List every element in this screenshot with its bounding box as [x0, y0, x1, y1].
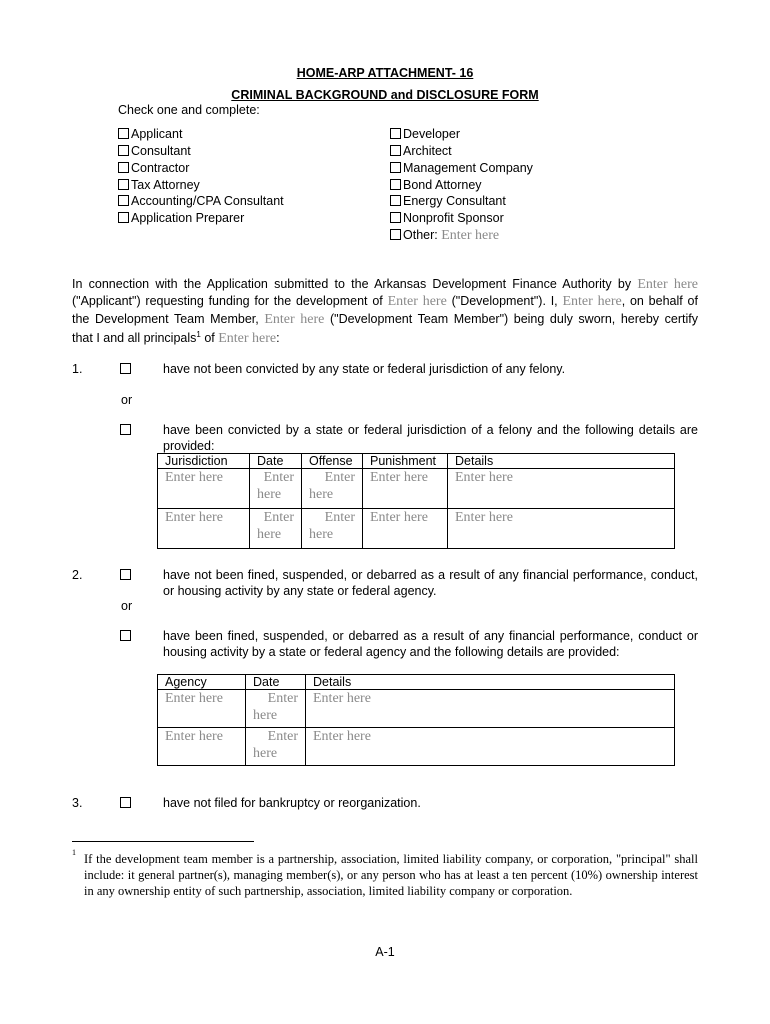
- item1-not-convicted-text: have not been convicted by any state or federal jurisdiction of any felony.: [163, 362, 566, 376]
- intro-line-3: the Development Team Member, Enter here ("Development Team Member") being duly sworn, hereby certify: [72, 312, 698, 327]
- checkbox-icon[interactable]: [120, 363, 131, 374]
- table-header-row: [158, 454, 675, 469]
- checkbox-icon[interactable]: [118, 195, 129, 206]
- table-row: [158, 469, 675, 509]
- principal-entity-input[interactable]: Enter here: [218, 331, 277, 347]
- details-input[interactable]: Enter here: [306, 690, 675, 728]
- column-header: Date: [246, 675, 306, 690]
- footnote-mark: 1: [72, 848, 76, 857]
- item1-convicted-text: have been convicted by a state or federal jurisdiction of a felony and the following details are: [163, 423, 698, 437]
- item1-convicted-text-2: provided:: [163, 439, 215, 453]
- agency-input[interactable]: Enter here: [158, 728, 246, 766]
- checkbox-icon[interactable]: [390, 195, 401, 206]
- jurisdiction-input[interactable]: Enter here: [158, 469, 250, 509]
- signer-name-input[interactable]: Enter here: [562, 294, 622, 309]
- details-input[interactable]: Enter here: [306, 728, 675, 766]
- option-architect[interactable]: Architect: [390, 144, 452, 158]
- checkbox-icon[interactable]: [390, 145, 401, 156]
- column-header: Offense: [302, 454, 363, 469]
- item2-not-fined-text: have not been fined, suspended, or debarred as a result of any financial performance, conduct,: [163, 568, 698, 582]
- checkbox-icon[interactable]: [118, 212, 129, 223]
- form-title: HOME-ARP ATTACHMENT- 16: [296, 66, 474, 80]
- instruction-text: Check one and complete:: [118, 103, 260, 117]
- item2-not-fined-checkbox[interactable]: [120, 568, 133, 582]
- option-tax-attorney[interactable]: Tax Attorney: [118, 178, 200, 192]
- date-input[interactable]: Enter here: [250, 509, 302, 549]
- page-number: A-1: [375, 945, 395, 959]
- table-row: [158, 690, 675, 728]
- table-row: [158, 728, 675, 766]
- agency-input[interactable]: Enter here: [158, 690, 246, 728]
- table-row: [158, 509, 675, 549]
- checkbox-icon[interactable]: [120, 630, 131, 641]
- intro-line-2: ("Applicant") requesting funding for the development of Enter here ("Development"). I, Enter here, on behalf of: [72, 294, 698, 309]
- applicant-input[interactable]: Enter here: [637, 277, 698, 292]
- option-developer[interactable]: Developer: [390, 127, 460, 141]
- option-other[interactable]: Other: Enter here: [390, 228, 499, 244]
- checkbox-icon[interactable]: [390, 229, 401, 240]
- date-input[interactable]: Enter here: [246, 728, 306, 766]
- item-number-3: 3.: [72, 796, 83, 810]
- table-header-row: [158, 675, 675, 690]
- item2-fined-checkbox[interactable]: [120, 629, 133, 643]
- footnote-ref: 1: [196, 330, 201, 339]
- checkbox-icon[interactable]: [118, 162, 129, 173]
- checkbox-icon[interactable]: [120, 569, 131, 580]
- checkbox-icon[interactable]: [118, 145, 129, 156]
- other-input[interactable]: Enter here: [441, 228, 500, 243]
- details-input[interactable]: Enter here: [448, 469, 675, 509]
- column-header: Punishment: [363, 454, 448, 469]
- or-label: or: [121, 599, 133, 613]
- intro-line-4: that I and all principals$^1$ of Enter here:: [72, 330, 280, 347]
- option-nonprofit-sponsor[interactable]: Nonprofit Sponsor: [390, 211, 504, 225]
- checkbox-icon[interactable]: [118, 179, 129, 190]
- item2-not-fined-text-2: or housing activity by any state or federal agency.: [163, 584, 437, 598]
- date-input[interactable]: Enter here: [246, 690, 306, 728]
- checkbox-icon[interactable]: [118, 128, 129, 139]
- checkbox-icon[interactable]: [390, 179, 401, 190]
- footnote-text: If the development team member is a partnership, association, limited liability company, or corporation, "principal" shall include: it general partner(s), managing member(s), or any person who has at least a ten percent (10%) ownership interest in any ownership entity of such partnership, association, limited liability company or corporation.: [84, 852, 698, 898]
- felony-details-table: [157, 453, 675, 549]
- option-energy-consultant[interactable]: Energy Consultant: [390, 194, 506, 208]
- option-accounting-cpa[interactable]: Accounting/CPA Consultant: [118, 194, 284, 208]
- development-input[interactable]: Enter here: [387, 294, 447, 309]
- item3-no-bankruptcy-text: have not filed for bankruptcy or reorganization.: [163, 796, 421, 810]
- option-contractor[interactable]: Contractor: [118, 161, 189, 175]
- team-member-input[interactable]: Enter here: [264, 312, 325, 327]
- intro-line-1: In connection with the Application submitted to the Arkansas Development Finance Authority by Enter here: [72, 277, 698, 292]
- offense-input[interactable]: Enter here: [302, 509, 363, 549]
- column-header: Details: [448, 454, 675, 469]
- option-bond-attorney[interactable]: Bond Attorney: [390, 178, 482, 192]
- option-consultant[interactable]: Consultant: [118, 144, 191, 158]
- item1-convicted-checkbox[interactable]: [120, 423, 133, 437]
- checkbox-icon[interactable]: [120, 797, 131, 808]
- item-number-2: 2.: [72, 568, 83, 582]
- option-management-company[interactable]: Management Company: [390, 161, 533, 175]
- jurisdiction-input[interactable]: Enter here: [158, 509, 250, 549]
- form-subtitle: CRIMINAL BACKGROUND and DISCLOSURE FORM: [231, 88, 539, 102]
- option-application-preparer[interactable]: Application Preparer: [118, 211, 244, 225]
- column-header: Date: [250, 454, 302, 469]
- checkbox-icon[interactable]: [390, 162, 401, 173]
- offense-input[interactable]: Enter here: [302, 469, 363, 509]
- or-label: or: [121, 393, 133, 407]
- item1-not-convicted-checkbox[interactable]: [120, 362, 133, 376]
- checkbox-icon[interactable]: [120, 424, 131, 435]
- item2-fined-text-2: housing activity by a state or federal agency and the following details are provided:: [163, 645, 620, 659]
- item3-no-bankruptcy-checkbox[interactable]: [120, 796, 133, 810]
- punishment-input[interactable]: Enter here: [363, 509, 448, 549]
- agency-details-table: [157, 674, 675, 766]
- details-input[interactable]: Enter here: [448, 509, 675, 549]
- option-applicant[interactable]: Applicant: [118, 127, 182, 141]
- footnote-divider: [72, 841, 254, 842]
- date-input[interactable]: Enter here: [250, 469, 302, 509]
- column-header: Details: [306, 675, 675, 690]
- item-number-1: 1.: [72, 362, 83, 376]
- checkbox-icon[interactable]: [390, 128, 401, 139]
- column-header: Jurisdiction: [158, 454, 250, 469]
- checkbox-icon[interactable]: [390, 212, 401, 223]
- punishment-input[interactable]: Enter here: [363, 469, 448, 509]
- item2-fined-text: have been fined, suspended, or debarred as a result of any financial performance, conduct or: [163, 629, 698, 643]
- column-header: Agency: [158, 675, 246, 690]
